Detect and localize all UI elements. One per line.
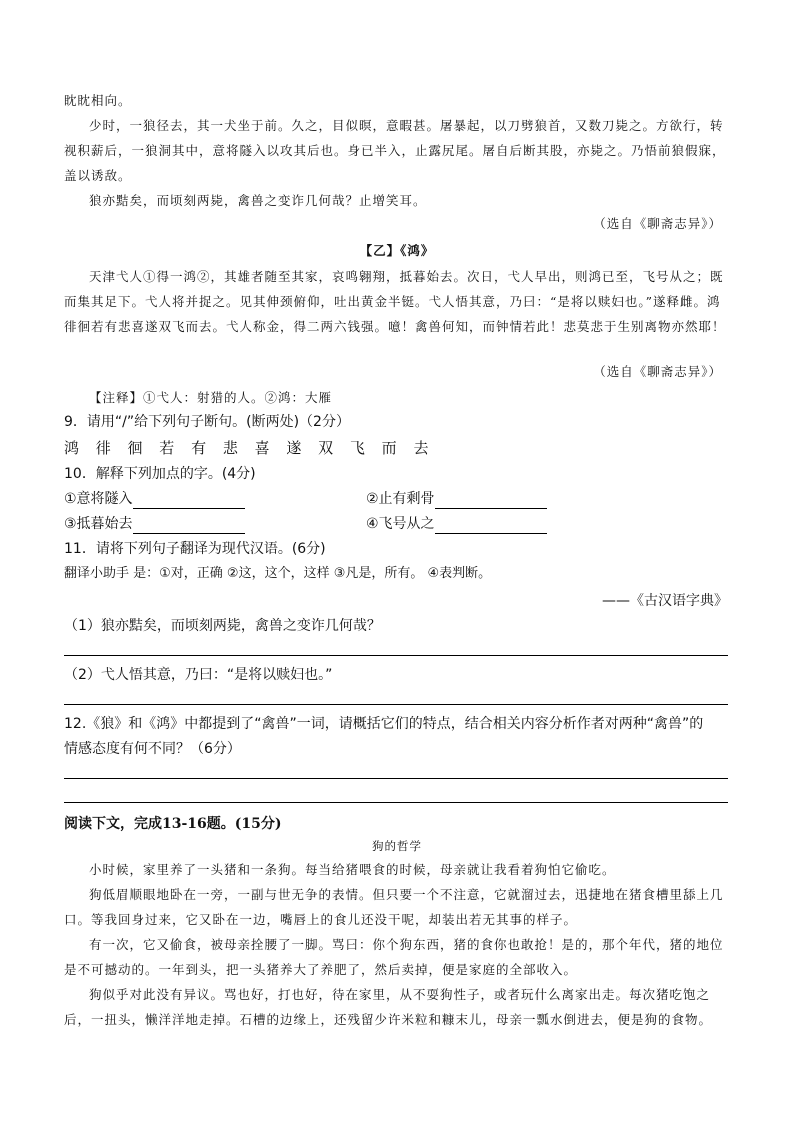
question-10-item-3 — [64, 514, 245, 534]
article-paragraph-1: 小时候，家里养了一头猪和一条狗。每当给猪喂食的时候，母亲就让我看着狗怕它偷吃。 — [89, 862, 616, 877]
item-label: ③抵暮始去 — [64, 516, 133, 532]
section-heading: 阅读下文，完成13-16题。(15分) — [64, 816, 282, 832]
answer-blank[interactable] — [133, 494, 245, 509]
goose-passage-source: （选自《聊斋志异》） — [593, 364, 722, 379]
question-11-helper-source: ——《古汉语字典》 — [602, 593, 728, 609]
question-12-prompt-line-2: 情感态度有何不同？（6分） — [64, 741, 241, 757]
answer-line[interactable] — [64, 802, 728, 803]
article-paragraph-3: 有一次，它又偷食，被母亲拴腰了一脚。骂曰：你个狗东西，猪的食你也敢抢！是的，那个年代，猪的地位是不可撼动的。一年到头，把一头猪养大了养肥了，然后卖掉，便是家庭的全部收入。 — [64, 937, 724, 977]
item-label: ④飞号从之 — [366, 516, 435, 532]
answer-line[interactable] — [64, 778, 728, 779]
question-9-prompt: 9．请用“/”给下列句子断句。(断两处)（2分） — [64, 414, 350, 430]
article-paragraph-2: 狗低眉顺眼地卧在一旁，一副与世无争的表情。但只要一个不注意，它就溜过去，迅捷地在猪食槽里舔上几口。等我回身过来，它又卧在一边，嘴唇上的食儿还没干呢，却装出若无其事的样子。 — [64, 887, 724, 927]
question-10-item-4 — [366, 514, 547, 534]
goose-passage-paragraph: 天津弋人①得一鸿②，其雄者随至其家，哀鸣翱翔，抵暮始去。次日，弋人早出，则鸿已至，飞号从之；既而集其足下。弋人将并捉之。见其伸颈俯仰，吐出黄金半铤。弋人悟其意，乃曰：“是将以赎妇也。”遂释雌。鸿徘徊若有悲喜遂双飞而去。弋人称金，得二两六钱强。噫！禽兽何知，而钟情若此！悲莫悲于生别离物亦然耶！ — [64, 269, 726, 334]
item-label: ①意将隧入 — [64, 491, 133, 507]
answer-blank[interactable] — [133, 519, 245, 534]
question-11-prompt: 11．请将下列句子翻译为现代汉语。(6分) — [64, 541, 326, 557]
wolf-passage-paragraph-1: 少时，一狼径去，其一犬坐于前。久之，目似暝，意暇甚。屠暴起，以刀劈狼首，又数刀毙之。方欲行，转视积薪后，一狼洞其中，意将隧入以攻其后也。身已半入，止露尻尾。屠自后断其股，亦毙之。乃悟前狼假寐，盖以诱敌。 — [64, 118, 726, 183]
wolf-passage-source: （选自《聊斋志异》） — [593, 216, 722, 231]
answer-blank[interactable] — [435, 519, 547, 534]
answer-blank[interactable] — [435, 494, 547, 509]
wolf-passage-line-top: 眈眈相向。 — [64, 93, 132, 108]
question-9-sentence: 鸿 徘 徊 若 有 悲 喜 遂 双 飞 而 去 — [64, 439, 435, 457]
question-10-item-1 — [64, 489, 245, 509]
question-11-sentence-2: （2）弋人悟其意，乃曰：“是将以赎妇也。” — [64, 667, 333, 683]
question-10-item-2 — [366, 489, 547, 509]
answer-line[interactable] — [64, 655, 728, 656]
wolf-passage-paragraph-2: 狼亦黠矣，而顷刻两毙，禽兽之变诈几何哉？止增笑耳。 — [89, 193, 427, 208]
goose-passage-heading: 【乙】《鸿》 — [359, 243, 435, 258]
question-12-prompt-line-1: 12.《狼》和《鸿》中都提到了“禽兽”一词，请概括它们的特点，结合相关内容分析作者对两种“禽兽”的 — [64, 716, 704, 732]
article-paragraph-4: 狗似乎对此没有异议。骂也好，打也好，待在家里，从不耍狗性子，或者玩什么离家出走。每次猪吃饱之后，一扭头，懒洋洋地走掉。石槽的边缘上，还残留少许米粒和糠末儿，母亲一瓢水倒进去，便是狗的食物。 — [64, 987, 713, 1027]
answer-line[interactable] — [64, 704, 728, 705]
goose-passage-note: 【注释】①弋人：射猎的人。②鸿：大雁 — [89, 390, 333, 405]
item-label: ②止有剩骨 — [366, 491, 435, 507]
article-title: 狗的哲学 — [372, 839, 422, 853]
question-11-helper: 翻译小助手 是：①对，正确 ②这，这个，这样 ③凡是，所有。 ④表判断。 — [64, 566, 492, 581]
question-11-sentence-1: （1）狼亦黠矣，而顷刻两毙，禽兽之变诈几何哉？ — [64, 618, 381, 634]
question-10-prompt: 10．解释下列加点的字。(4分) — [64, 466, 256, 482]
